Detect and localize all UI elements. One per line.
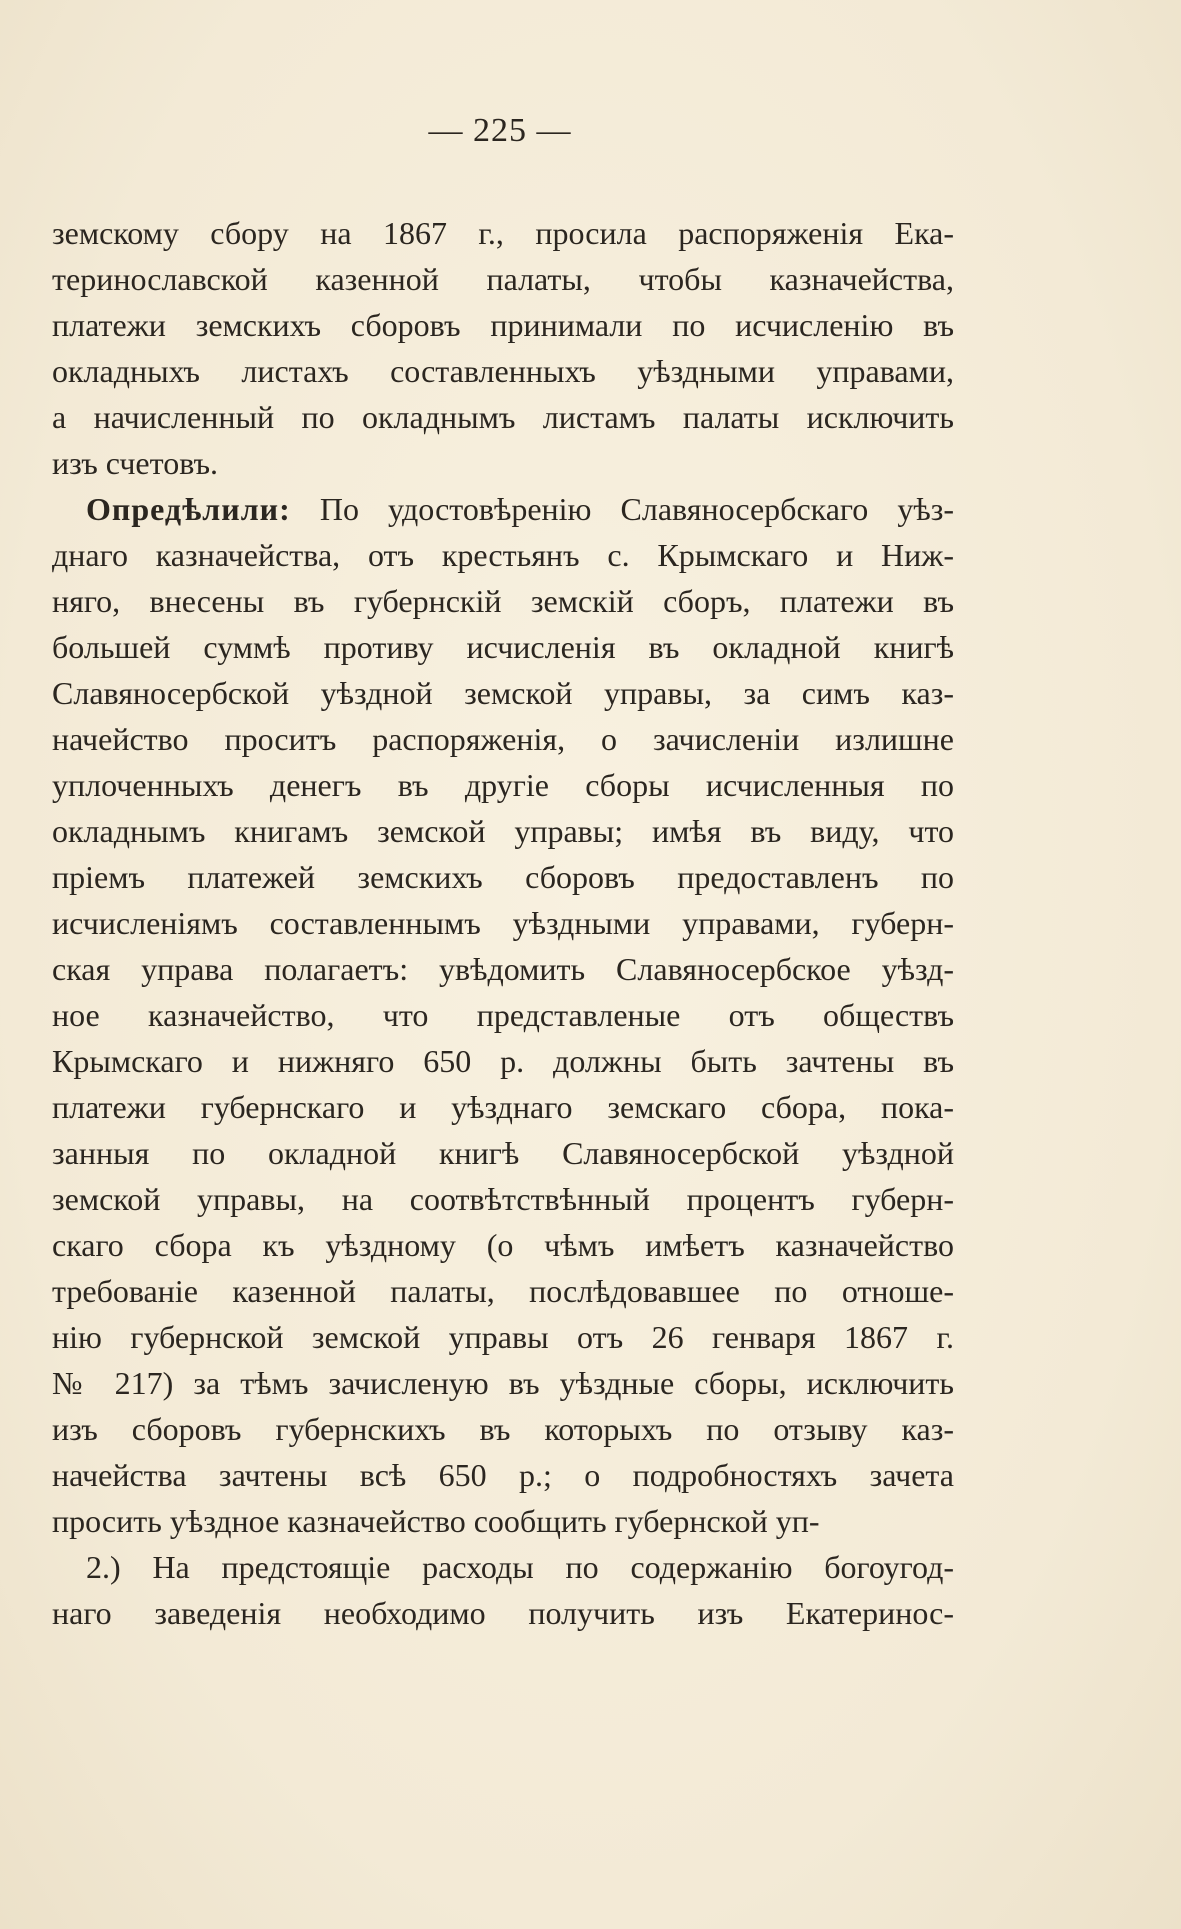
text-line: пріемъ платежей земскихъ сборовъ предоставленъ по [52,859,954,895]
text-line: исчисленіямъ составленнымъ уѣздными управами, губерн- [52,905,954,941]
text-line: земской управы, на соотвѣтствѣнный процентъ губерн- [52,1181,954,1217]
text-line: большей суммѣ противу исчисленія въ окладной книгѣ [52,629,954,665]
text-line: ская управа полагаетъ: увѣдомить Славяносербское уѣзд- [52,951,954,987]
text-line: занныя по окладной книгѣ Славяносербской уѣздной [52,1135,954,1171]
lead-word: Опредѣлили: [86,491,291,527]
text-line: скаго сбора къ уѣздному (о чѣмъ имѣетъ казначейство [52,1227,954,1263]
text-line: днаго казначейства, отъ крестьянъ с. Крымскаго и Ниж- [52,537,954,573]
text-line: Славяносербской уѣздной земской управы, за симъ каз- [52,675,954,711]
text-line: теринославской казенной палаты, чтобы казначейства, [52,261,954,297]
text-line: изъ сборовъ губернскихъ въ которыхъ по отзыву каз- [52,1411,954,1447]
text-line: а начисленный по окладнымъ листамъ палаты исключить [52,399,954,435]
text-line: Крымскаго и нижняго 650 р. должны быть зачтены въ [52,1043,954,1079]
text-line: начейство проситъ распоряженія, о зачисленіи излишне [52,721,954,757]
text-line: № 217) за тѣмъ зачисленую въ уѣздные сборы, исключить [52,1365,954,1401]
page-number: — 225 — [428,112,572,149]
text-line: изъ счетовъ. [52,445,219,481]
text-line: наго заведенія необходимо получить изъ Екатеринос- [52,1595,954,1631]
text-line: требованіе казенной палаты, послѣдовавшее по отноше- [52,1273,954,1309]
text-line: окладныхъ листахъ составленныхъ уѣздными управами, [52,353,954,389]
text-line: начейства зачтены всѣ 650 р.; о подробностяхъ зачета [52,1457,954,1493]
text-line: няго, внесены въ губернскій земскій сборъ, платежи въ [52,583,954,619]
text-line: земскому сбору на 1867 г., просила распоряженія Ека- [52,215,954,251]
text-line: платежи земскихъ сборовъ принимали по исчисленію въ [52,307,954,343]
body-text [52,210,954,1636]
text-line: платежи губернскаго и уѣзднаго земскаго сбора, пока- [52,1089,954,1125]
text-fragment: По удостовѣренію Славяносербскаго уѣз- [319,491,954,527]
text-line: окладнымъ книгамъ земской управы; имѣя въ виду, что [52,813,954,849]
paragraph-first-line [52,486,954,532]
text-line: ное казначейство, что представленые отъ обществъ [52,997,954,1033]
text-line: уплоченныхъ денегъ въ другіе сборы исчисленныя по [52,767,954,803]
text-line: нію губернской земской управы отъ 26 генваря 1867 г. [52,1319,954,1355]
text-line: просить уѣздное казначейство сообщить губернской уп- [52,1503,820,1539]
text-line: 2.) На предстоящіе расходы по содержанію богоугод- [86,1549,954,1585]
